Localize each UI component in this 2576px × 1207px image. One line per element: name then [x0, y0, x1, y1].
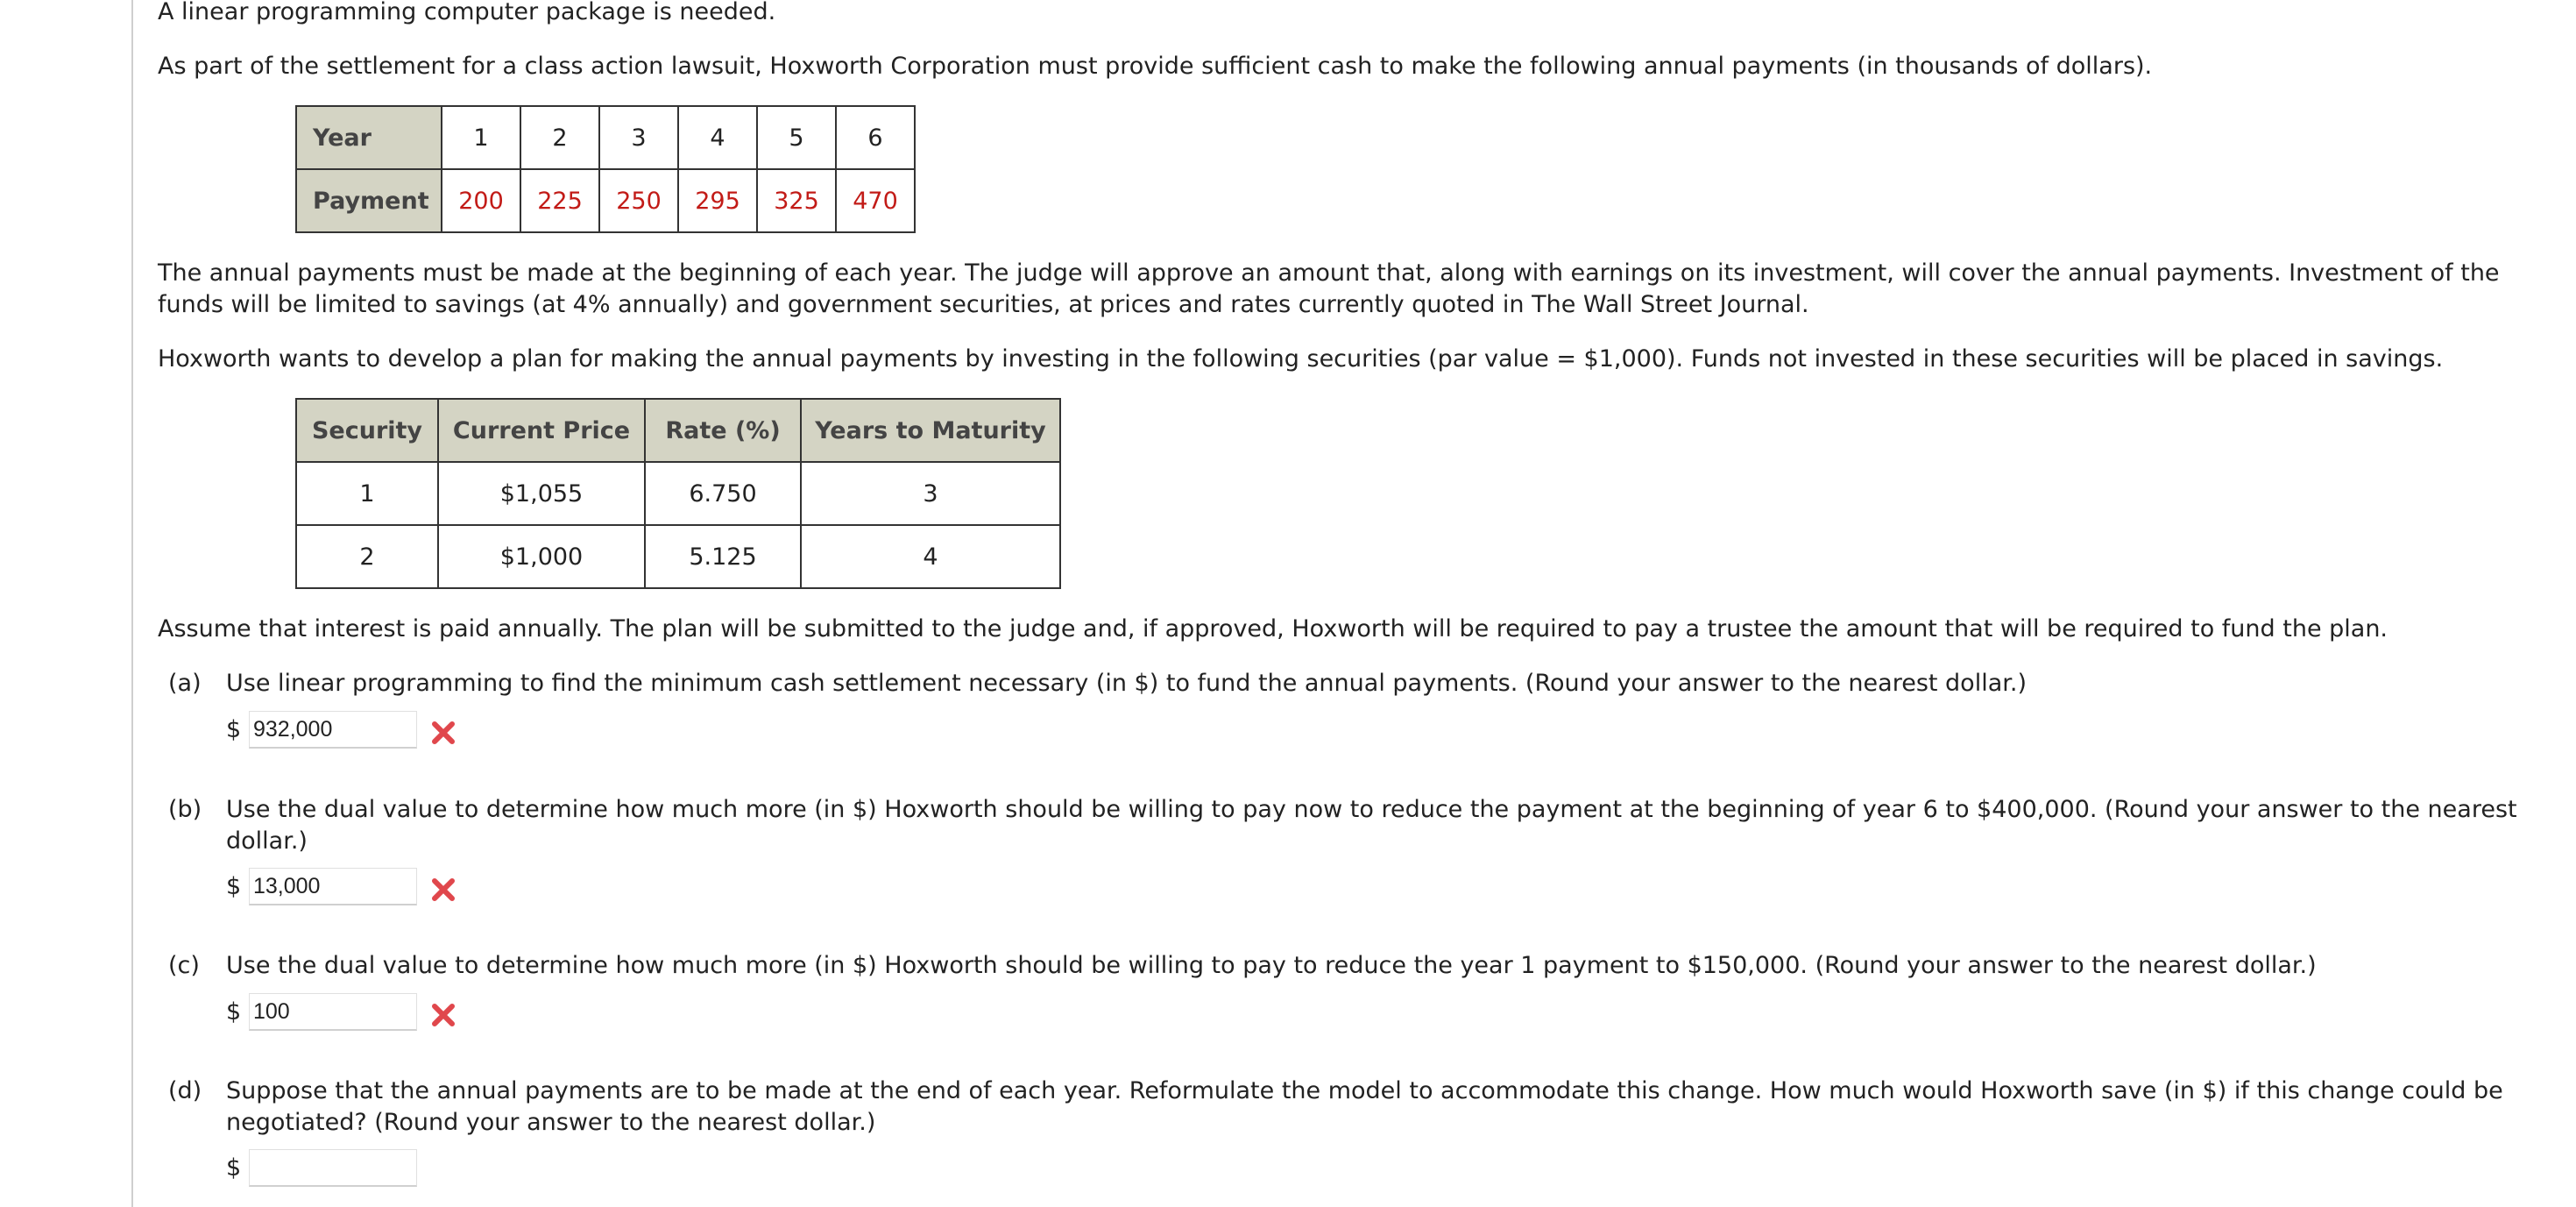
answer-c: [226, 992, 457, 1031]
answer-b: [226, 867, 457, 905]
year-header: Year: [296, 106, 442, 169]
payment-cell: 225: [520, 169, 599, 232]
incorrect-x-icon: [429, 719, 457, 747]
payment-cell: 470: [836, 169, 915, 232]
year-cell: 2: [520, 106, 599, 169]
answer-a: [226, 710, 457, 749]
answer-b-input[interactable]: 13,000: [249, 868, 417, 905]
price-column-header: Current Price: [438, 399, 645, 462]
year-cell: 4: [678, 106, 757, 169]
year-cell: 1: [442, 106, 520, 169]
answer-c-input[interactable]: 100: [249, 993, 417, 1031]
securities-intro-paragraph: Hoxworth wants to develop a plan for making the annual payments by investing in the following securities (par value = $1,000). Funds not invested in these securities will be placed in savings.: [158, 345, 2444, 373]
maturity-cell: 3: [801, 462, 1060, 525]
payment-cell: 250: [599, 169, 678, 232]
payments-table-payment-row: [296, 169, 915, 232]
maturity-column-header: Years to Maturity: [801, 399, 1060, 462]
security-cell: 1: [296, 462, 438, 525]
answer-d: [226, 1148, 417, 1187]
rate-cell: 5.125: [645, 525, 801, 588]
currency-symbol: $: [226, 872, 242, 900]
year-cell: 3: [599, 106, 678, 169]
incorrect-x-icon: [429, 876, 457, 904]
payments-table-year-row: [296, 106, 915, 169]
price-cell: $1,000: [438, 525, 645, 588]
investment-paragraph: The annual payments must be made at the beginning of each year. The judge will approve an amount that, along with earnings on its investment, will cover the annual payments. Investment of the funds will be limited to savings (at 4% annually) and government securities, at prices and rates currently quoted in The Wall Street Journal.: [158, 259, 2500, 318]
content-left-border: [131, 0, 133, 1207]
question-a-letter: (a): [168, 670, 202, 697]
security-cell: 2: [296, 525, 438, 588]
question-b-letter: (b): [168, 796, 202, 823]
year-cell: 5: [757, 106, 836, 169]
table-row: [296, 462, 1060, 525]
question-c-text: Use the dual value to determine how much more (in $) Hoxworth should be willing to pay to reduce the year 1 payment to $150,000. (Round your answer to the nearest dollar.): [226, 952, 2317, 979]
year-cell: 6: [836, 106, 915, 169]
rate-cell: 6.750: [645, 462, 801, 525]
table-row: [296, 525, 1060, 588]
question-d-text: Suppose that the annual payments are to be made at the end of each year. Reformulate the model to accommodate this change. How much would Hoxworth save (in $) if this change could be negotiated? (Round your answer to the nearest dollar.): [226, 1077, 2503, 1136]
intro-line-2: As part of the settlement for a class action lawsuit, Hoxworth Corporation must provide sufficient cash to make the following annual payments (in thousands of dollars).: [158, 53, 2153, 80]
maturity-cell: 4: [801, 525, 1060, 588]
payment-cell: 295: [678, 169, 757, 232]
payment-header: Payment: [296, 169, 442, 232]
intro-line-1: A linear programming computer package is needed.: [158, 0, 776, 25]
payment-cell: 200: [442, 169, 520, 232]
question-b-text: Use the dual value to determine how much more (in $) Hoxworth should be willing to pay now to reduce the payment at the beginning of year 6 to $400,000. (Round your answer to the nearest dollar.): [226, 796, 2517, 855]
currency-symbol: $: [226, 1154, 242, 1182]
payments-table: [295, 105, 916, 233]
question-a-text: Use linear programming to find the minimum cash settlement necessary (in $) to fund the annual payments. (Round your answer to the nearest dollar.): [226, 670, 2027, 697]
security-column-header: Security: [296, 399, 438, 462]
question-d-letter: (d): [168, 1077, 202, 1104]
currency-symbol: $: [226, 715, 242, 743]
securities-table: [295, 398, 1061, 589]
question-c-letter: (c): [168, 952, 200, 979]
payment-cell: 325: [757, 169, 836, 232]
incorrect-x-icon: [429, 1001, 457, 1029]
securities-table-header-row: [296, 399, 1060, 462]
answer-d-input[interactable]: [249, 1149, 417, 1187]
answer-a-input[interactable]: 932,000: [249, 711, 417, 749]
currency-symbol: $: [226, 998, 242, 1026]
rate-column-header: Rate (%): [645, 399, 801, 462]
price-cell: $1,055: [438, 462, 645, 525]
assumption-paragraph: Assume that interest is paid annually. The plan will be submitted to the judge and, if approved, Hoxworth will be required to pay a trustee the amount that will be required to fund the plan.: [158, 615, 2388, 643]
